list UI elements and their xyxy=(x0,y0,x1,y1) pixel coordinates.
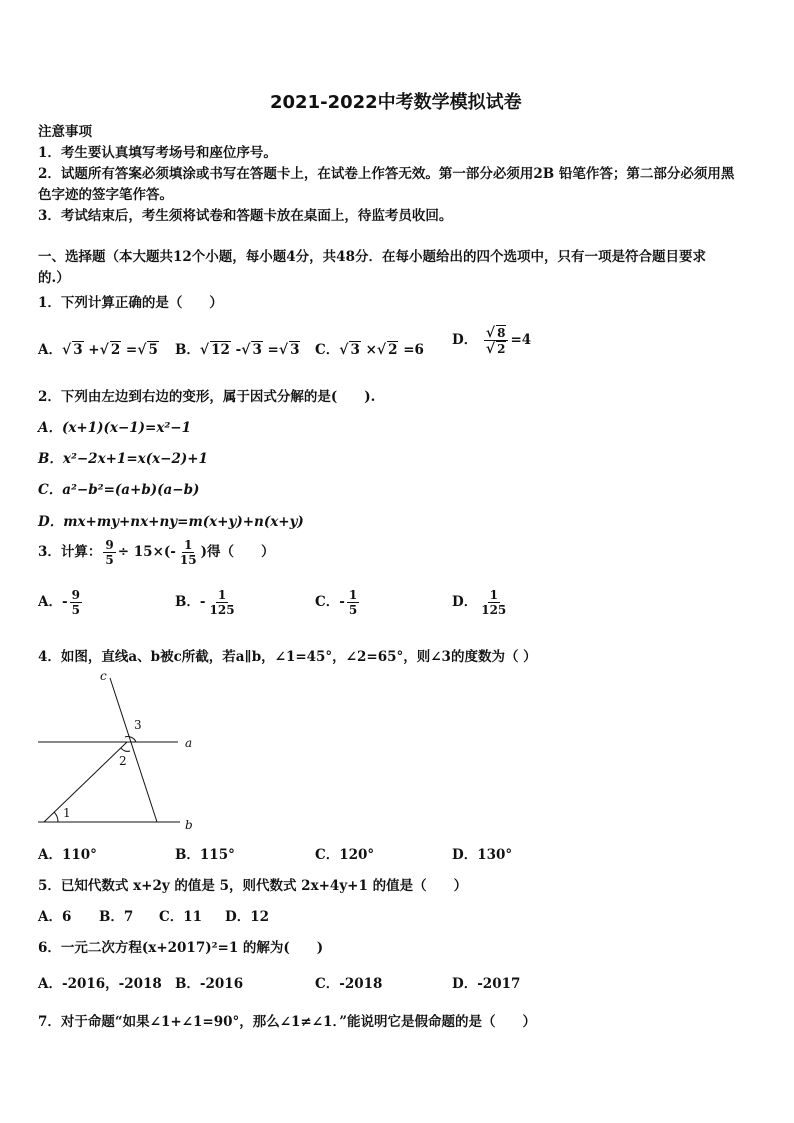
q6-option-c: C．-2018 xyxy=(315,976,383,992)
line-c xyxy=(110,678,157,822)
label-3: 3 xyxy=(134,718,142,732)
label-c: c xyxy=(100,669,107,683)
question-3-stem: 3．计算： $\frac{9}{5}$ ÷ 15×(- $\frac{1}{15}$ )得（ ） xyxy=(38,538,275,567)
question-4-stem: 4．如图，直线a、b被c所截，若a∥b，∠1=45°，∠2=65°，则∠3的度数为（ ） xyxy=(38,649,537,665)
q2-option-c: C．a²−b²=(a+b)(a−b) xyxy=(38,482,200,498)
label-a: a xyxy=(185,736,193,750)
q4-option-c: C．120° xyxy=(315,847,375,863)
transversal-line xyxy=(44,742,127,822)
angle-2-arc xyxy=(121,748,130,751)
q5-option-d: D．12 xyxy=(225,909,269,925)
q5-option-c: C．11 xyxy=(159,909,203,925)
q2-option-a: A．(x+1)(x−1)=x²−1 xyxy=(38,420,192,436)
q4-option-b: B．115° xyxy=(175,847,235,863)
q3-option-b: B．- $\frac{1}{125}$ xyxy=(175,588,235,617)
page-title: 2021-2022中考数学模拟试卷 xyxy=(270,92,522,113)
q2-option-d: D．mx+my+nx+ny=m(x+y)+n(x+y) xyxy=(38,514,304,530)
q1-option-a: A．√ 3 +√ 2 =√ 5 xyxy=(38,342,158,358)
label-b: b xyxy=(185,818,193,832)
q4-option-d: D．130° xyxy=(452,847,513,863)
q1-option-c: C．√ 3 ×√ 2 =6 xyxy=(315,342,424,358)
notice-item-2-cont: 色字迹的签字笔作答。 xyxy=(38,187,173,203)
question-7-stem: 7．对于命题“如果∠1+∠1=90°，那么∠1≠∠1．”能说明它是假命题的是（ ） xyxy=(38,1014,536,1030)
q1-option-d: D． $\frac{√ 8}{√ 2}$ =4 xyxy=(452,325,532,357)
q5-option-b: B．7 xyxy=(99,909,134,925)
q4-figure xyxy=(30,665,210,835)
notice-item-3: 3．考试结束后，考生须将试卷和答题卡放在桌面上，待监考员收回。 xyxy=(38,208,453,224)
angle-1-arc xyxy=(54,812,58,822)
question-2-stem: 2．下列由左边到右边的变形，属于因式分解的是( ). xyxy=(38,389,376,405)
q3-option-c: C．- $\frac{1}{5}$ xyxy=(315,588,358,617)
notice-heading: 注意事项 xyxy=(38,124,92,140)
q6-option-d: D．-2017 xyxy=(452,976,521,992)
q6-option-a: A．-2016，-2018 xyxy=(38,976,162,992)
notice-item-2: 2．试题所有答案必须填涂或书写在答题卡上，在试卷上作答无效。第一部分必须用2B 铅笔作答；第二部分必须用黑 xyxy=(38,166,735,182)
question-5-stem: 5．已知代数式 x+2y 的值是 5，则代数式 2x+4y+1 的值是（ ） xyxy=(38,878,468,894)
label-2: 2 xyxy=(119,754,127,768)
q5-option-a: A．6 xyxy=(38,909,72,925)
question-6-stem: 6．一元二次方程(x+2017)²=1 的解为( ) xyxy=(38,940,324,956)
q2-option-b: B．x²−2x+1=x(x−2)+1 xyxy=(38,451,208,467)
q3-option-a: A．- $\frac{9}{5}$ xyxy=(38,588,80,617)
section-heading-cont: 的.） xyxy=(38,270,70,286)
section-heading: 一、选择题（本大题共12个小题，每小题4分，共48分．在每小题给出的四个选项中，只有一项是符合题目要求 xyxy=(38,249,706,265)
q6-option-b: B．-2016 xyxy=(175,976,244,992)
label-1: 1 xyxy=(63,806,71,820)
question-1-stem: 1．下列计算正确的是（ ） xyxy=(38,295,223,311)
notice-item-1: 1．考生要认真填写考场号和座位序号。 xyxy=(38,145,277,161)
q4-option-a: A．110° xyxy=(38,847,97,863)
q1-option-b: B．√ 12 -√ 3 =√ 3 xyxy=(175,342,300,358)
q3-option-d: D． $\frac{1}{125}$ xyxy=(452,588,507,617)
